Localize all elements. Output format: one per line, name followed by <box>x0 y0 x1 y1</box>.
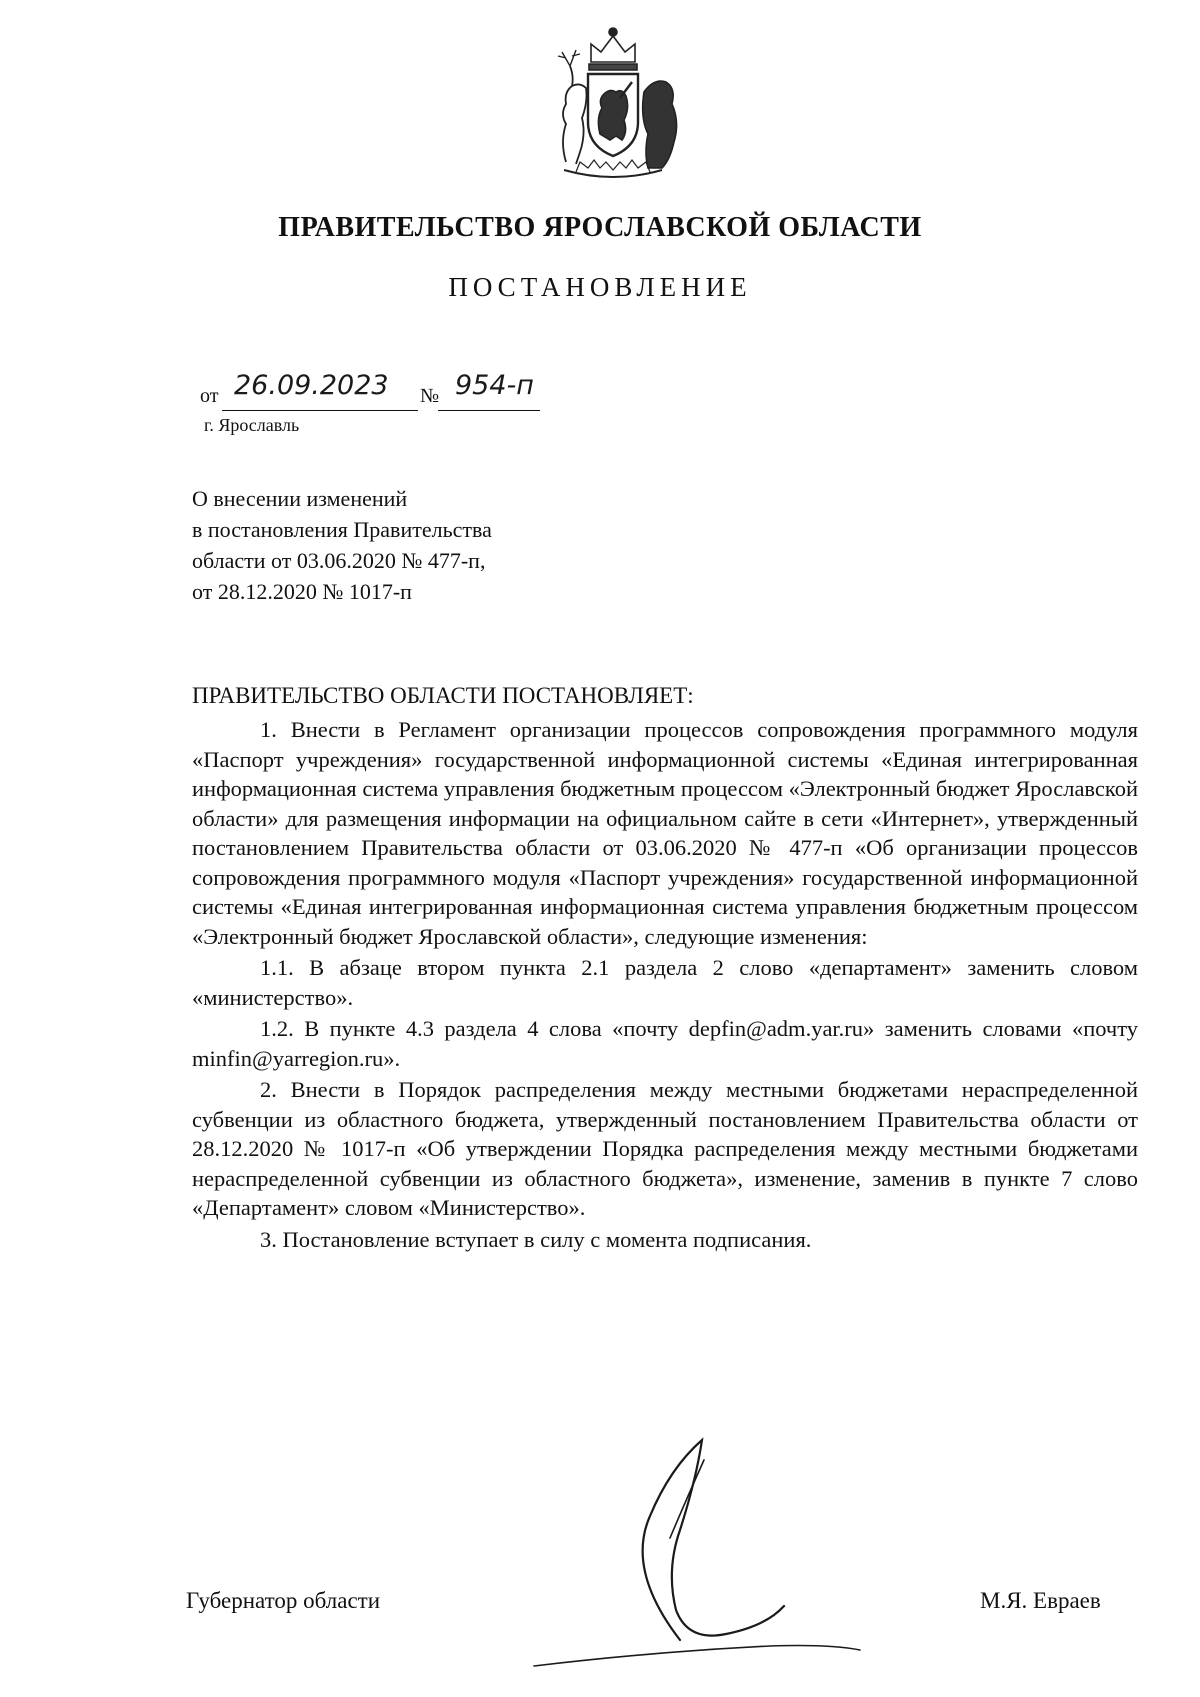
document-type: ПОСТАНОВЛЕНИЕ <box>448 272 752 302</box>
date-prefix: от <box>200 385 219 407</box>
handwritten-signature <box>530 1420 890 1670</box>
coat-of-arms-icon <box>536 22 690 180</box>
paragraph-1-2: 1.2. В пункте 4.3 раздела 4 слова «почту depfin@adm.yar.ru» заменить словами «почту minfin@yarregion.ru». <box>192 1016 1138 1071</box>
decree-heading: ПРАВИТЕЛЬСТВО ОБЛАСТИ ПОСТАНОВЛЯЕТ: <box>192 683 694 708</box>
city: г. Ярославль <box>204 415 300 435</box>
number-underline <box>438 410 540 411</box>
paragraph-2: 2. Внести в Порядок распределения между местными бюджетами нераспределенной субвенции из областного бюджета, утвержденный постановлением Правительства области от 28.12.2020 № 1017-п «Об утверждении Порядка распределения между местными бюджетами нераспределенной субвенции из областного бюджета», изменение, заменив в пункте 7 слово «Департамент» словом «Министерство». <box>192 1077 1138 1220</box>
handwritten-date: 26.09.2023 <box>234 370 389 401</box>
subject-line: от 28.12.2020 № 1017-п <box>192 579 412 604</box>
subject-line: области от 03.06.2020 № 477-п, <box>192 548 486 573</box>
paragraph-3: 3. Постановление вступает в силу с момента подписания. <box>260 1226 812 1252</box>
subject-block <box>192 483 492 607</box>
date-underline <box>222 410 418 411</box>
handwritten-number: 954-п <box>455 370 534 401</box>
paragraph-1-1: 1.1. В абзаце втором пункта 2.1 раздела 2 слово «департамент» заменить словом «министерство». <box>192 955 1138 1010</box>
signer-position: Губернатор области <box>186 1588 381 1613</box>
paragraph-1: 1. Внести в Регламент организации процессов сопровождения программного модуля «Паспорт учреждения» государственной информационной системы «Единая интегрированная информационная система управления бюджетным процессом «Электронный бюджет Ярославской области» для размещения информации на официальном сайте в сети «Интернет», утвержденный постановлением Правительства области от 03.06.2020 № 477-п «Об организации процессов сопровождения программного модуля «Паспорт учреждения» государственной информационной системы «Единая интегрированная информационная система управления бюджетным процессом «Электронный бюджет Ярославской области», следующие изменения: <box>192 717 1138 949</box>
number-prefix: № <box>420 385 440 407</box>
signer-name: М.Я. Евраев <box>980 1588 1101 1613</box>
subject-line: в постановления Правительства <box>192 517 492 542</box>
decree-body <box>192 715 1138 1256</box>
subject-line: О внесении изменений <box>192 486 408 511</box>
government-title: ПРАВИТЕЛЬСТВО ЯРОСЛАВСКОЙ ОБЛАСТИ <box>278 212 922 243</box>
